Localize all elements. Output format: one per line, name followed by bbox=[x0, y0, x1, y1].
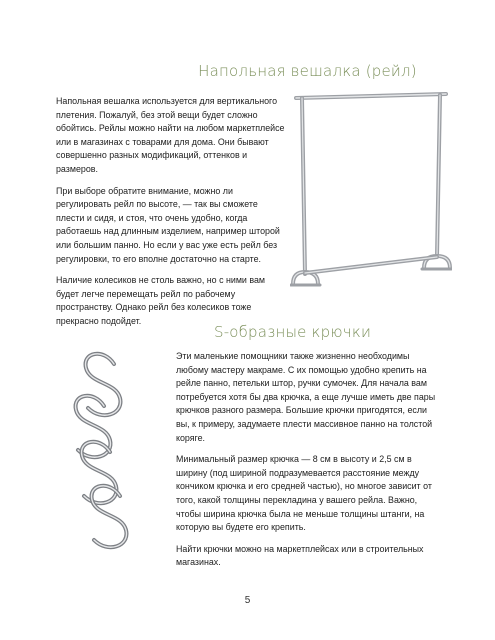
section-title-hooks: S-образные крючки bbox=[213, 323, 372, 341]
paragraph: Минимальный размер крючка — 8 см в высоту и 2,5 см в ширину (под шириной подразумевается расстояние между кончиком крючка и его средней частью), но многое зависит от того, какой толщины перекладина у вашего рейла. Важно, чтобы ширина крючка была не меньше толщины штанги, на которую вы будете его крепить. bbox=[176, 454, 432, 533]
paragraph: Найти крючки можно на маркетплейсах или в строительных магазинах. bbox=[176, 543, 424, 568]
page-number: 5 bbox=[244, 595, 251, 606]
paragraph: Наличие колесиков не столь важно, но с ними вам будет легче перемещать рейл по рабочему пространству. Однако рейл без колесиков тоже прекрасно подойдет. bbox=[56, 275, 266, 326]
s-hook-icon bbox=[82, 442, 117, 503]
paragraph: Эти маленькие помощники также жизненно необходимы любому мастеру макраме. С их помощью удобно крепить на рейле панно, петельки штор, ручки сумочек. Для начала вам потребуется хотя бы два крючка, а еще лучше иметь две пары крючков разного размера. Большие крючки пригодятся, если вы, к примеру, задумаете плести массивное панно на толстой коряге. bbox=[176, 351, 436, 443]
s-hooks-image bbox=[56, 346, 158, 554]
hooks-text-column bbox=[176, 350, 441, 578]
s-hook-icon bbox=[92, 486, 127, 547]
paragraph: При выборе обратите внимание, можно ли регулировать рейл по высоте, — так вы сможете плести и сидя, и стоя, что очень удобно, когда работаешь над длинным изделием, например шторой или большим панно. Но если у вас уже есть рейл без регулировки, то его вполне достаточно на старте. bbox=[56, 185, 280, 264]
rack-text-column bbox=[56, 95, 288, 337]
clothing-rack-image bbox=[290, 86, 452, 306]
paragraph: Напольная вешалка используется для вертикального плетения. Пожалуй, без этой вещи будет сложно обойтись. Рейлы можно найти на любом маркетплейсе или в магазинах с товарами для дома. Они бывают совершенно разных модификаций, оттенков и размеров. bbox=[56, 96, 285, 174]
section-title-rack: Напольная вешалка (рейл) bbox=[198, 62, 417, 80]
